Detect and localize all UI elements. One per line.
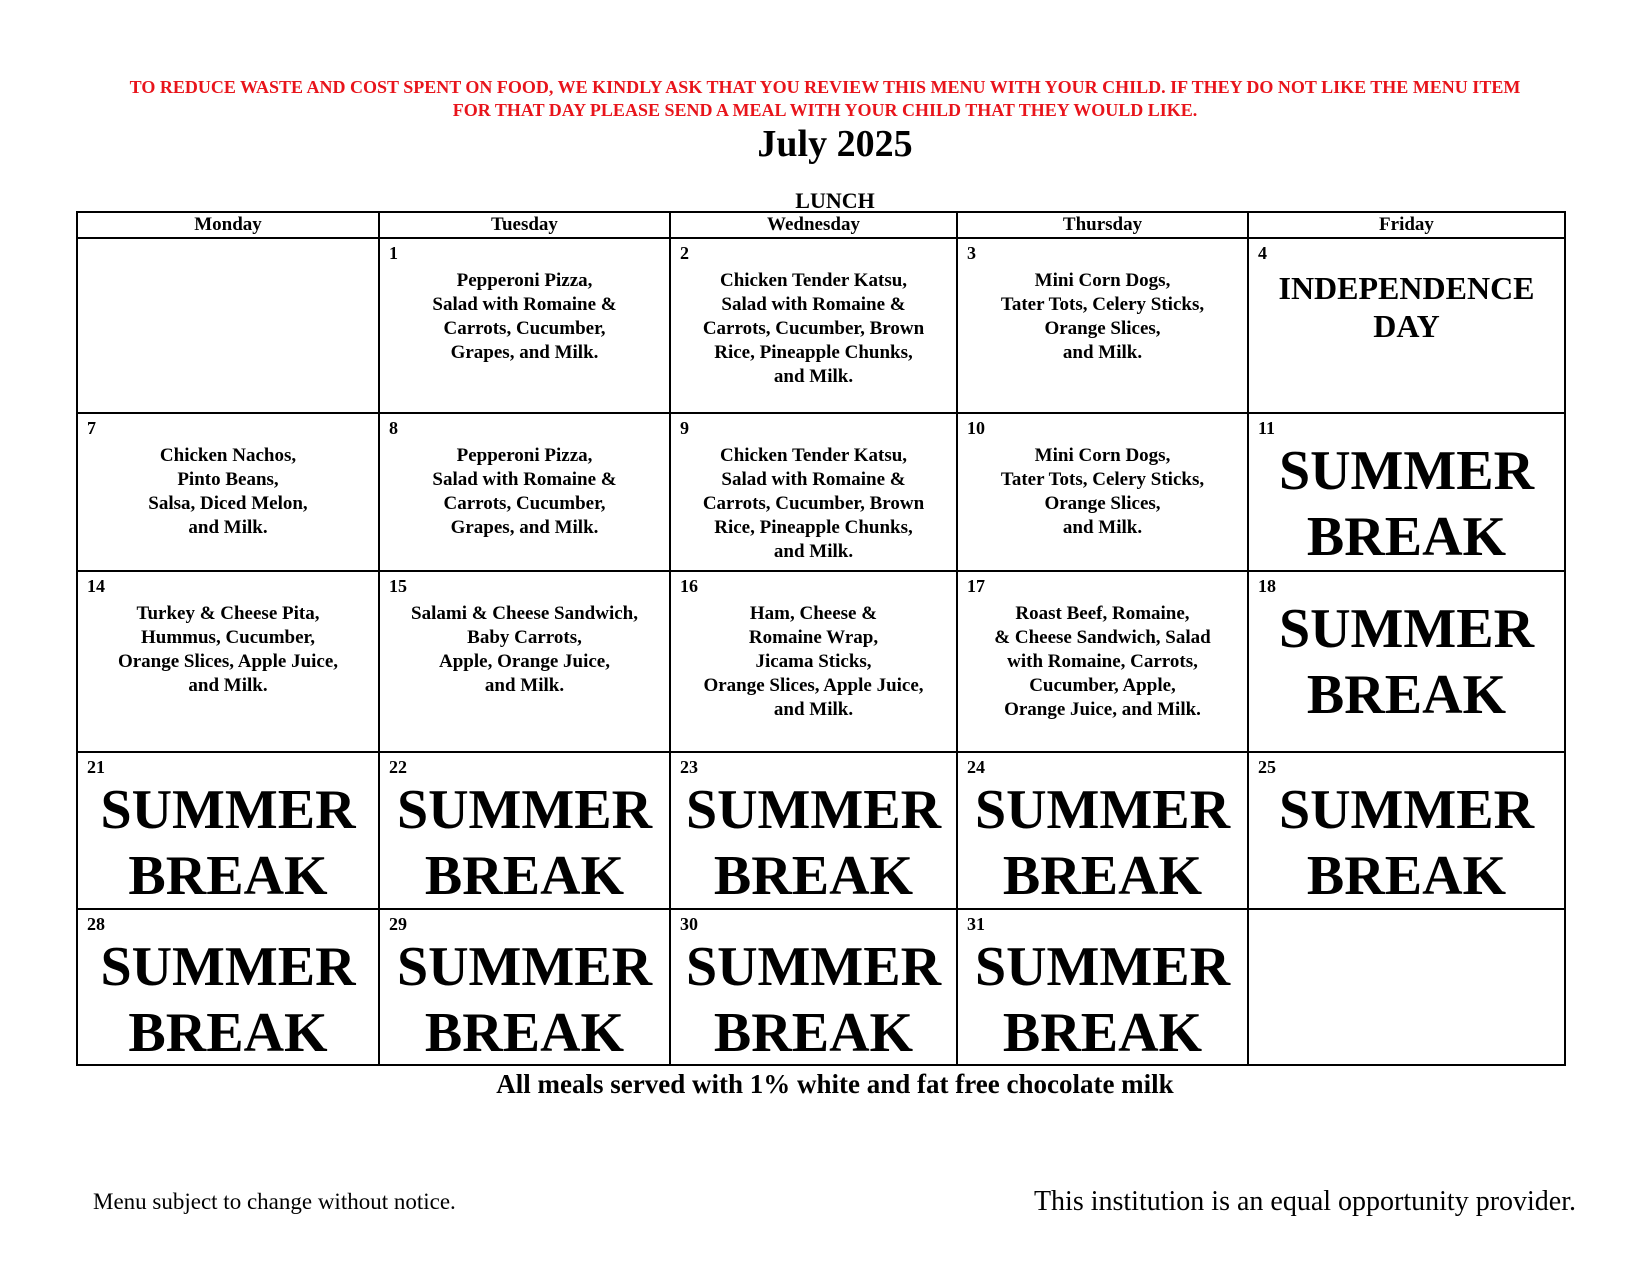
day-cell xyxy=(77,413,379,571)
day-number: 1 xyxy=(389,243,398,263)
menu-item-line: Salad with Romaine & xyxy=(432,294,617,315)
menu-items xyxy=(78,602,378,698)
menu-item-line: Apple, Orange Juice, xyxy=(439,651,610,672)
day-number: 22 xyxy=(389,757,407,777)
menu-items xyxy=(380,444,669,540)
day-number: 30 xyxy=(680,914,698,934)
menu-item-line: Hummus, Cucumber, xyxy=(140,627,315,648)
waste-notice xyxy=(80,76,1570,122)
menu-items xyxy=(671,269,956,389)
day-number: 7 xyxy=(87,418,96,438)
menu-item-line: Salad with Romaine & xyxy=(432,469,617,490)
label-line: SUMMER xyxy=(1278,779,1535,841)
day-cell xyxy=(670,909,957,1065)
day-cell xyxy=(379,238,670,413)
empty-day-cell xyxy=(77,238,379,413)
menu-item-line: Orange Slices, xyxy=(1044,318,1161,339)
menu-item-line: and Milk. xyxy=(1062,342,1143,363)
summer-break-label xyxy=(671,777,956,909)
label-line: BREAK xyxy=(128,1002,328,1064)
label-line: BREAK xyxy=(1002,1002,1203,1064)
label-line: SUMMER xyxy=(1278,440,1535,502)
weekday-header: Wednesday xyxy=(670,212,957,238)
menu-item-line: Carrots, Cucumber, Brown xyxy=(702,493,925,514)
label-line: SUMMER xyxy=(396,779,653,841)
weekday-header-row xyxy=(77,212,1565,238)
summer-break-label xyxy=(78,934,378,1065)
menu-item-line: Chicken Nachos, xyxy=(159,445,297,466)
week-row xyxy=(77,571,1565,752)
week-row xyxy=(77,909,1565,1065)
menu-items xyxy=(671,602,956,722)
menu-item-line: Roast Beef, Romaine, xyxy=(1015,603,1190,624)
day-cell xyxy=(957,238,1248,413)
menu-items xyxy=(958,444,1247,540)
day-cell xyxy=(379,752,670,909)
summer-break-label xyxy=(78,777,378,909)
summer-break-label xyxy=(1249,438,1564,570)
day-cell xyxy=(957,413,1248,571)
day-cell xyxy=(77,571,379,752)
menu-item-line: Jicama Sticks, xyxy=(755,651,872,672)
day-cell xyxy=(670,752,957,909)
menu-item-line: Mini Corn Dogs, xyxy=(1034,445,1171,466)
empty-day-cell xyxy=(1248,909,1565,1065)
day-cell xyxy=(1248,413,1565,571)
menu-item-line: Rice, Pineapple Chunks, xyxy=(714,517,913,538)
menu-item-line: Rice, Pineapple Chunks, xyxy=(714,342,913,363)
weekday-header: Thursday xyxy=(957,212,1248,238)
day-cell xyxy=(670,413,957,571)
equal-opportunity-statement: This institution is an equal opportunity provider. xyxy=(1033,1186,1576,1217)
day-number: 10 xyxy=(967,418,985,438)
label-line: BREAK xyxy=(424,1002,625,1064)
menu-item-line: Cucumber, Apple, xyxy=(1029,675,1176,696)
day-number: 29 xyxy=(389,914,407,934)
menu-item-line: and Milk. xyxy=(484,675,565,696)
weekday-header: Tuesday xyxy=(379,212,670,238)
menu-item-line: Pinto Beans, xyxy=(177,469,279,490)
menu-item-line: Salami & Cheese Sandwich, xyxy=(411,603,638,624)
day-number: 16 xyxy=(680,576,698,596)
label-line: BREAK xyxy=(1002,845,1203,907)
label-line: BREAK xyxy=(128,845,328,907)
menu-item-line: Chicken Tender Katsu, xyxy=(719,445,908,466)
menu-items xyxy=(958,602,1247,722)
day-number: 9 xyxy=(680,418,689,438)
weekday-header: Monday xyxy=(77,212,379,238)
menu-items xyxy=(380,602,669,698)
menu-item-line: Carrots, Cucumber, xyxy=(443,493,606,514)
menu-item-line: and Milk. xyxy=(773,699,854,720)
day-number: 2 xyxy=(680,243,689,263)
day-cell xyxy=(957,909,1248,1065)
label-line: SUMMER xyxy=(685,779,942,841)
menu-item-line: and Milk. xyxy=(773,366,854,387)
summer-break-label xyxy=(1249,596,1564,728)
day-number: 18 xyxy=(1258,576,1276,596)
weekday-header: Friday xyxy=(1248,212,1565,238)
day-number: 21 xyxy=(87,757,105,777)
day-number: 15 xyxy=(389,576,407,596)
summer-break-label xyxy=(958,777,1247,909)
menu-item-line: and Milk. xyxy=(773,541,854,562)
menu-item-line: Orange Slices, Apple Juice, xyxy=(703,675,924,696)
label-line: SUMMER xyxy=(396,936,653,998)
label-line: BREAK xyxy=(1306,845,1507,907)
menu-item-line: Orange Juice, and Milk. xyxy=(1004,699,1201,720)
day-cell xyxy=(379,571,670,752)
menu-calendar xyxy=(76,211,1566,1066)
menu-item-line: Pepperoni Pizza, xyxy=(456,270,593,291)
label-line: INDEPENDENCE xyxy=(1278,270,1535,306)
day-number: 31 xyxy=(967,914,985,934)
menu-item-line: Grapes, and Milk. xyxy=(450,342,599,363)
label-line: BREAK xyxy=(713,1002,914,1064)
week-row xyxy=(77,238,1565,413)
menu-item-line: Mini Corn Dogs, xyxy=(1034,270,1171,291)
day-cell xyxy=(1248,752,1565,909)
day-cell xyxy=(670,571,957,752)
week-row xyxy=(77,752,1565,909)
day-number: 4 xyxy=(1258,243,1267,263)
summer-break-label xyxy=(380,777,669,909)
day-cell xyxy=(379,413,670,571)
menu-item-line: Pepperoni Pizza, xyxy=(456,445,593,466)
label-line: DAY xyxy=(1373,308,1440,344)
month-title: July 2025 xyxy=(757,123,913,165)
calendar-body xyxy=(77,238,1565,1065)
menu-item-line: Salad with Romaine & xyxy=(721,294,906,315)
menu-item-line: Romaine Wrap, xyxy=(748,627,879,648)
day-cell xyxy=(77,752,379,909)
day-number: 3 xyxy=(967,243,976,263)
day-number: 8 xyxy=(389,418,398,438)
milk-note: All meals served with 1% white and fat free chocolate milk xyxy=(496,1069,1174,1099)
menu-item-line: Grapes, and Milk. xyxy=(450,517,599,538)
label-line: SUMMER xyxy=(100,936,356,998)
day-number: 24 xyxy=(967,757,985,777)
menu-item-line: Salsa, Diced Melon, xyxy=(148,493,308,514)
summer-break-label xyxy=(671,934,956,1065)
menu-item-line: Ham, Cheese & xyxy=(749,603,878,624)
menu-item-line: and Milk. xyxy=(188,675,268,696)
menu-item-line: and Milk. xyxy=(1062,517,1143,538)
day-cell xyxy=(379,909,670,1065)
waste-notice-line-2: FOR THAT DAY PLEASE SEND A MEAL WITH YOUR CHILD THAT THEY WOULD LIKE. xyxy=(452,100,1198,120)
menu-item-line: Orange Slices, Apple Juice, xyxy=(117,651,339,672)
menu-item-line: with Romaine, Carrots, xyxy=(1007,651,1198,672)
change-disclaimer: Menu subject to change without notice. xyxy=(93,1189,456,1214)
day-cell xyxy=(77,909,379,1065)
menu-item-line: and Milk. xyxy=(188,517,268,538)
label-line: SUMMER xyxy=(974,936,1231,998)
menu-item-line: Chicken Tender Katsu, xyxy=(719,270,908,291)
menu-items xyxy=(380,269,669,365)
week-row xyxy=(77,413,1565,571)
day-number: 28 xyxy=(87,914,105,934)
day-number: 17 xyxy=(967,576,985,596)
menu-items xyxy=(958,269,1247,365)
day-cell xyxy=(1248,571,1565,752)
day-number: 25 xyxy=(1258,757,1276,777)
day-number: 23 xyxy=(680,757,698,777)
menu-items xyxy=(671,444,956,564)
menu-item-line: Tater Tots, Celery Sticks, xyxy=(1000,294,1205,315)
menu-item-line: Tater Tots, Celery Sticks, xyxy=(1000,469,1205,490)
menu-item-line: Baby Carrots, xyxy=(467,627,582,648)
day-cell xyxy=(957,571,1248,752)
label-line: SUMMER xyxy=(100,779,356,841)
day-cell xyxy=(670,238,957,413)
label-line: BREAK xyxy=(713,845,914,907)
holiday-label xyxy=(1249,269,1564,345)
waste-notice-line-1: TO REDUCE WASTE AND COST SPENT ON FOOD, WE KINDLY ASK THAT YOU REVIEW THIS MENU WITH YOUR CHILD. IF THEY DO NOT LIKE THE MENU ITEM xyxy=(129,77,1521,97)
day-cell xyxy=(957,752,1248,909)
day-number: 11 xyxy=(1258,418,1276,438)
label-line: BREAK xyxy=(1306,506,1507,568)
menu-items xyxy=(78,444,378,540)
label-line: SUMMER xyxy=(1278,598,1535,660)
menu-item-line: Carrots, Cucumber, Brown xyxy=(702,318,925,339)
menu-item-line: Carrots, Cucumber, xyxy=(443,318,606,339)
label-line: BREAK xyxy=(1306,664,1507,726)
menu-item-line: Salad with Romaine & xyxy=(721,469,906,490)
day-number: 14 xyxy=(87,576,105,596)
menu-item-line: & Cheese Sandwich, Salad xyxy=(994,627,1211,648)
label-line: BREAK xyxy=(424,845,625,907)
summer-break-label xyxy=(1249,777,1564,909)
menu-item-line: Orange Slices, xyxy=(1044,493,1161,514)
menu-item-line: Turkey & Cheese Pita, xyxy=(136,603,320,624)
label-line: SUMMER xyxy=(974,779,1231,841)
day-cell xyxy=(1248,238,1565,413)
summer-break-label xyxy=(380,934,669,1065)
summer-break-label xyxy=(958,934,1247,1065)
label-line: SUMMER xyxy=(685,936,942,998)
meal-label: LUNCH xyxy=(795,188,875,213)
